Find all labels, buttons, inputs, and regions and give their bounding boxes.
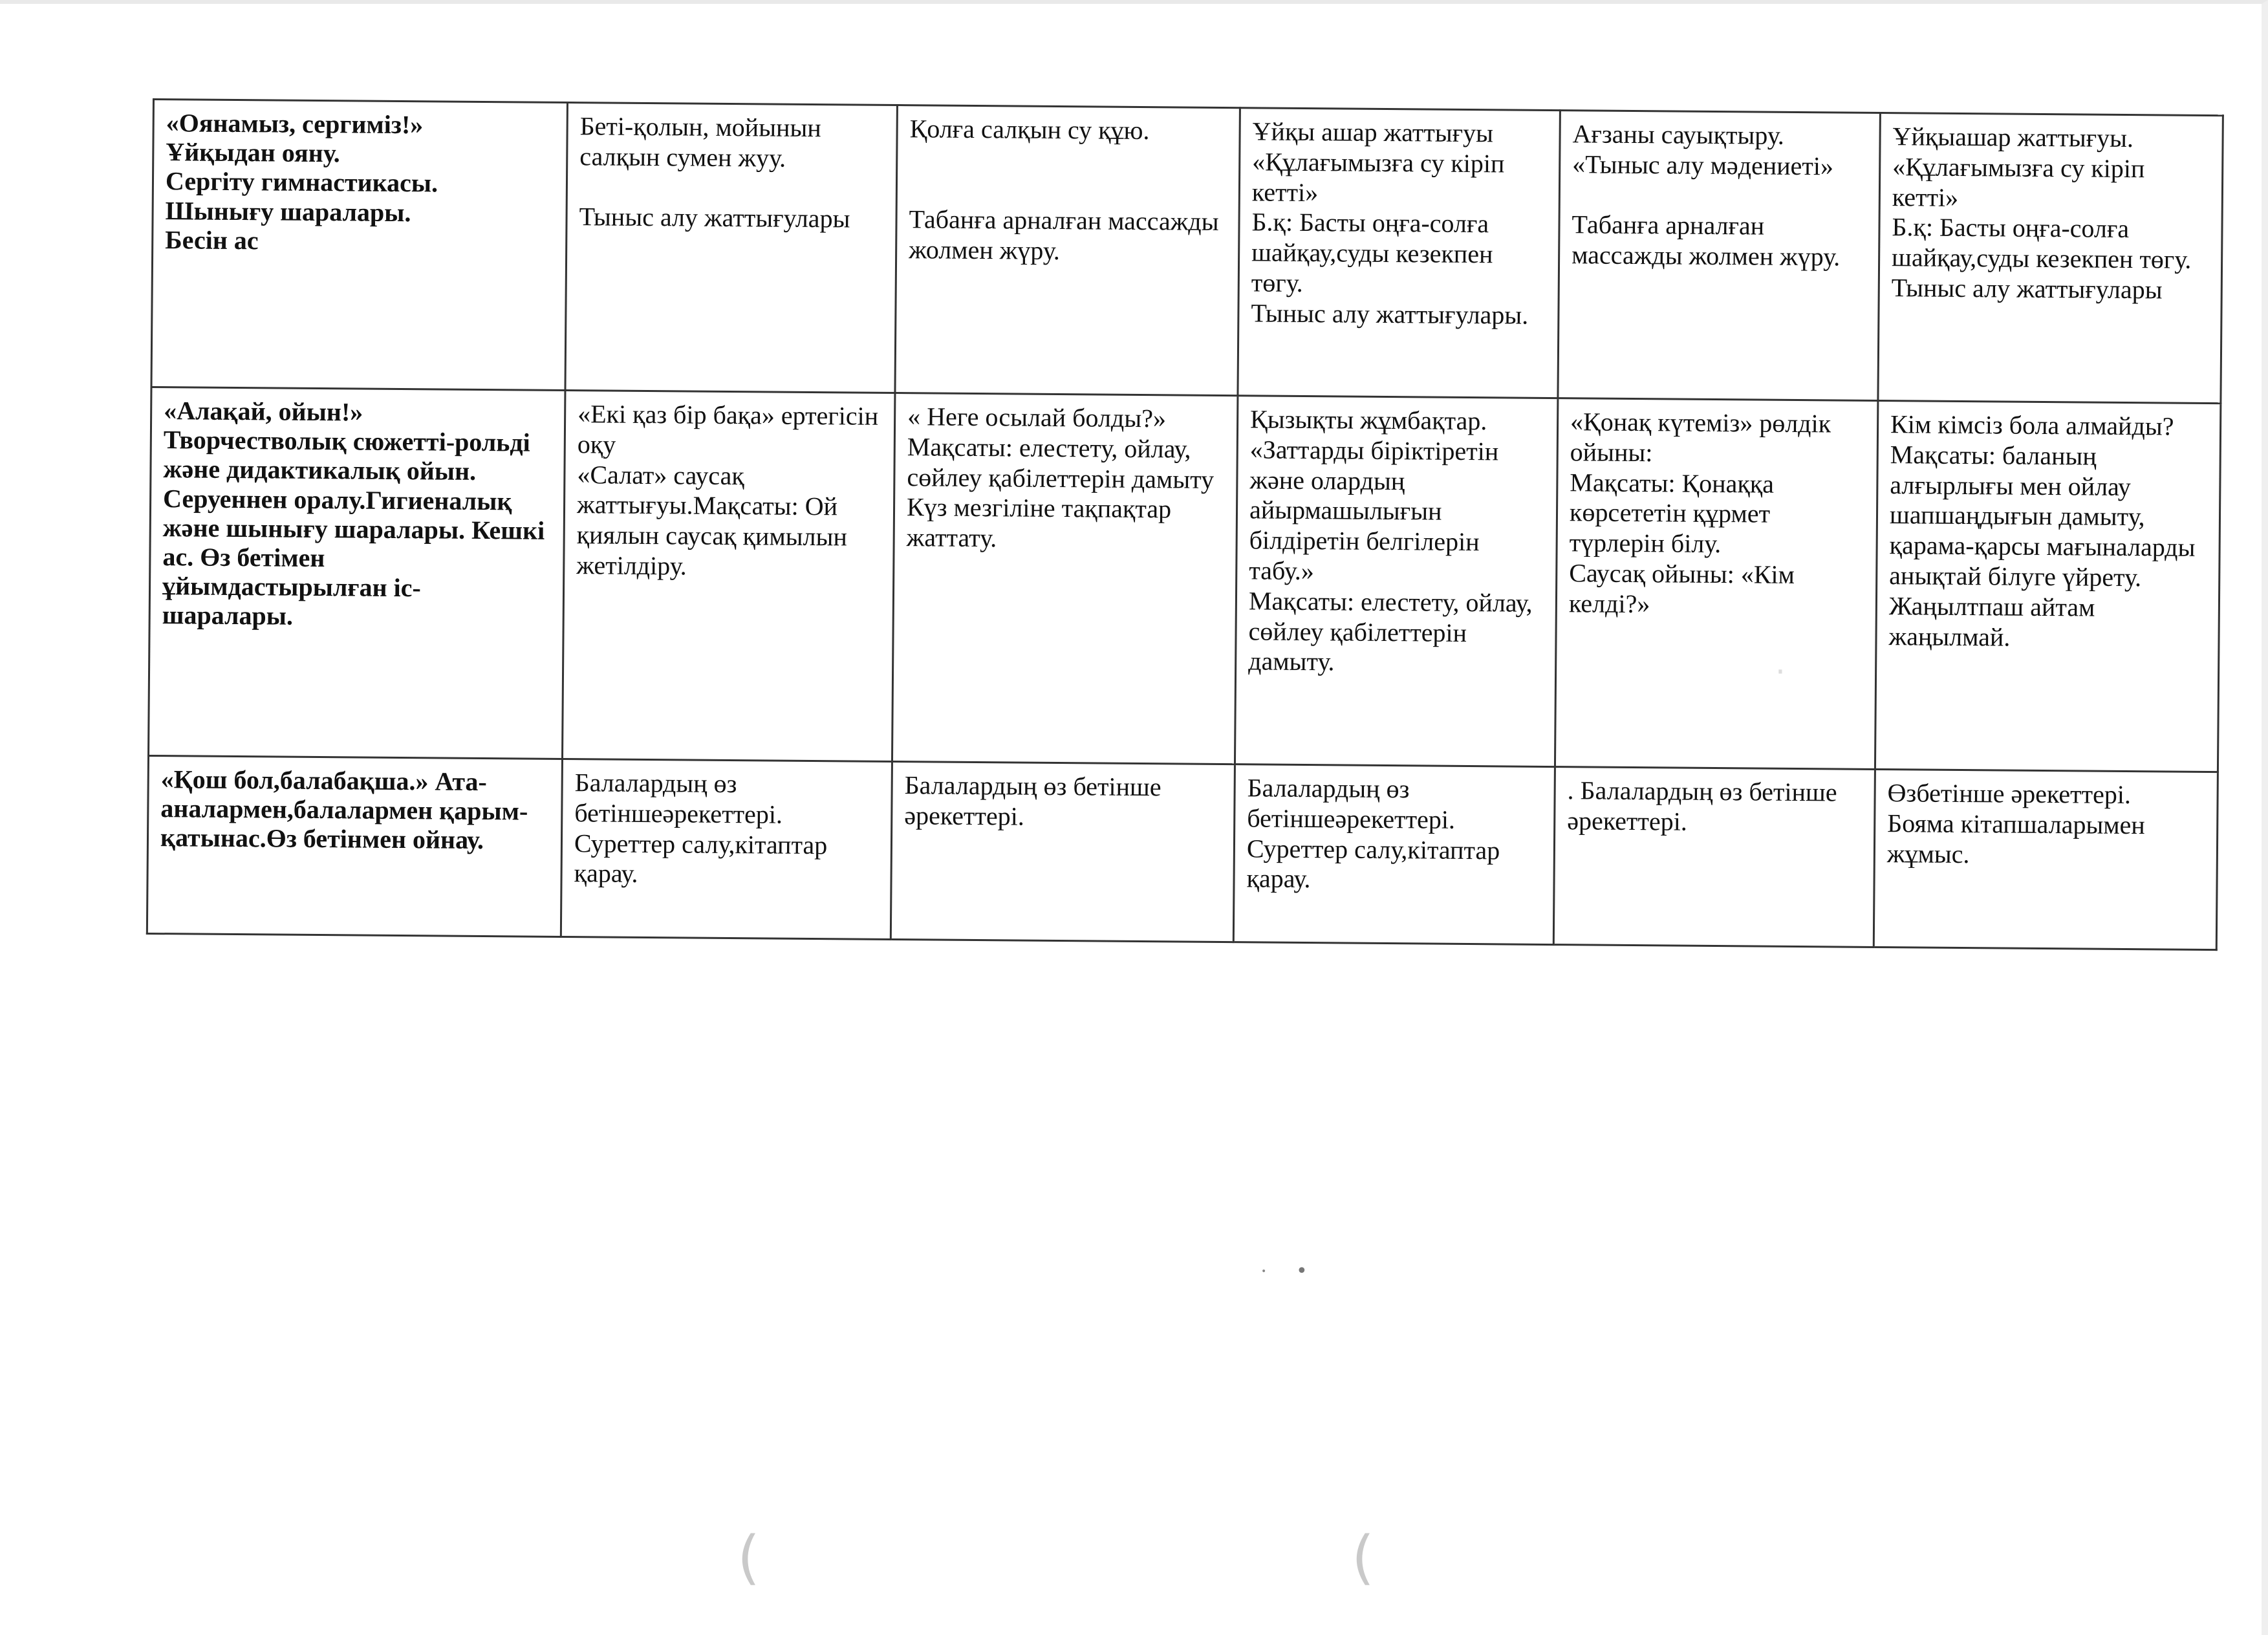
schedule-sheet xyxy=(146,98,2222,951)
day-cell-3-wake-up: Ұйқы ашар жаттығуы «Құлағымызға су кіріп кетті» Б.қ: Басты оңға-солға шайқау,суды кезекпен төгу. Тыныс алу жаттығулары. xyxy=(1238,108,1560,398)
day-cell-4-wake-up: Ағзаны сауықтыру. «Тыныс алу мәдениеті» Табанға арналған массажды жолмен жүру. xyxy=(1558,111,1880,401)
day-cell-4-games: «Қонақ күтеміз» рөлдік ойыны: Мақсаты: Қонаққа көрсететін құрмет түрлерін білу. Саусақ ойыны: «Кім келді?» xyxy=(1555,398,1877,770)
day-cell-2-games: « Неге осылай болды?» Мақсаты: елестету, ойлау, сөйлеу қабілеттерін дамыту Күз мезгіліне тақпақтар жаттату. xyxy=(892,393,1237,764)
table-row-wake-up xyxy=(151,100,2223,404)
day-cell-3-games: Қызықты жұмбақтар. «Заттарды біріктіретін және олардың айырмашылығын білдіретін белгілерін табу.» Мақсаты: елестету, ойлау, сөйлеу қабілеттерін дамыту. xyxy=(1235,396,1557,767)
regime-cell-wake-up: «Оянамыз, сергиміз!» Ұйқыдан ояну. Сергіту гимнастикасы. Шынығу шаралары. Бесін ас xyxy=(151,100,567,391)
day-cell-2-goodbye: Балалардың өз бетінше әрекеттері. xyxy=(891,762,1235,942)
regime-cell-goodbye: «Қош бол,балабақша.» Ата-аналармен,балалармен қарым-қатынас.Өз бетінмен ойнау. xyxy=(147,755,562,937)
punch-hole-mark-right: ( xyxy=(1352,1524,1375,1592)
regime-cell-games: «Алақай, ойын!» Творчестволық сюжетті-рольді және дидактикалық ойын. Серуеннен оралу.Гигиеналық және шынығу шаралары. Кешкі ас. Өз бетімен ұйымдастырылған іс-шаралары. xyxy=(149,387,565,759)
table-row-games xyxy=(149,387,2221,772)
scan-speck: • xyxy=(1296,1260,1308,1283)
day-cell-3-goodbye: Балалардың өз бетіншеәрекеттері. Суреттер салу,кітаптар қарау. xyxy=(1233,764,1555,945)
table-row-goodbye xyxy=(147,755,2218,949)
punch-hole-mark-left: ( xyxy=(737,1524,761,1592)
day-cell-5-games: Кім кімсіз бола алмайды? Мақсаты: баланың алғырлығы мен ойлау шапшаңдығын дамыту, қарама-қарсы мағыналарды анықтай білуге үйрету. Жаңылтпаш айтам жаңылмай. xyxy=(1875,400,2220,772)
day-cell-4-goodbye: . Балалардың өз бетінше әрекеттері. xyxy=(1553,767,1875,947)
daily-regime-table xyxy=(146,98,2224,951)
day-cell-2-wake-up: Қолға салқын су құю. Табанға арналған массажды жолмен жүру. xyxy=(895,105,1240,396)
day-cell-1-goodbye: Балалардың өз бетіншеәрекеттері. Суреттер салу,кітаптар қарау. xyxy=(561,759,892,940)
day-cell-5-wake-up: Ұйқыашар жаттығуы. «Құлағымызға су кіріп кетті» Б.қ: Басты оңға-солға шайқау,суды кезекпен төгу. Тыныс алу жаттығулары xyxy=(1878,113,2223,403)
day-cell-1-games: «Екі қаз бір бақа» ертегісін оқу «Салат» саусақ жаттығуы.Мақсаты: Ой қиялын саусақ қимылын жетілдіру. xyxy=(562,391,894,762)
day-cell-5-goodbye: Өзбетінше әрекеттері. Бояма кітапшаларымен жұмыс. xyxy=(1874,769,2218,949)
scan-speck-small: • xyxy=(1261,1266,1267,1277)
day-cell-1-wake-up: Беті-қолын, мойынын салқын сумен жуу. Тыныс алу жаттығулары xyxy=(565,103,897,393)
scan-smudge: · xyxy=(1775,653,1786,691)
